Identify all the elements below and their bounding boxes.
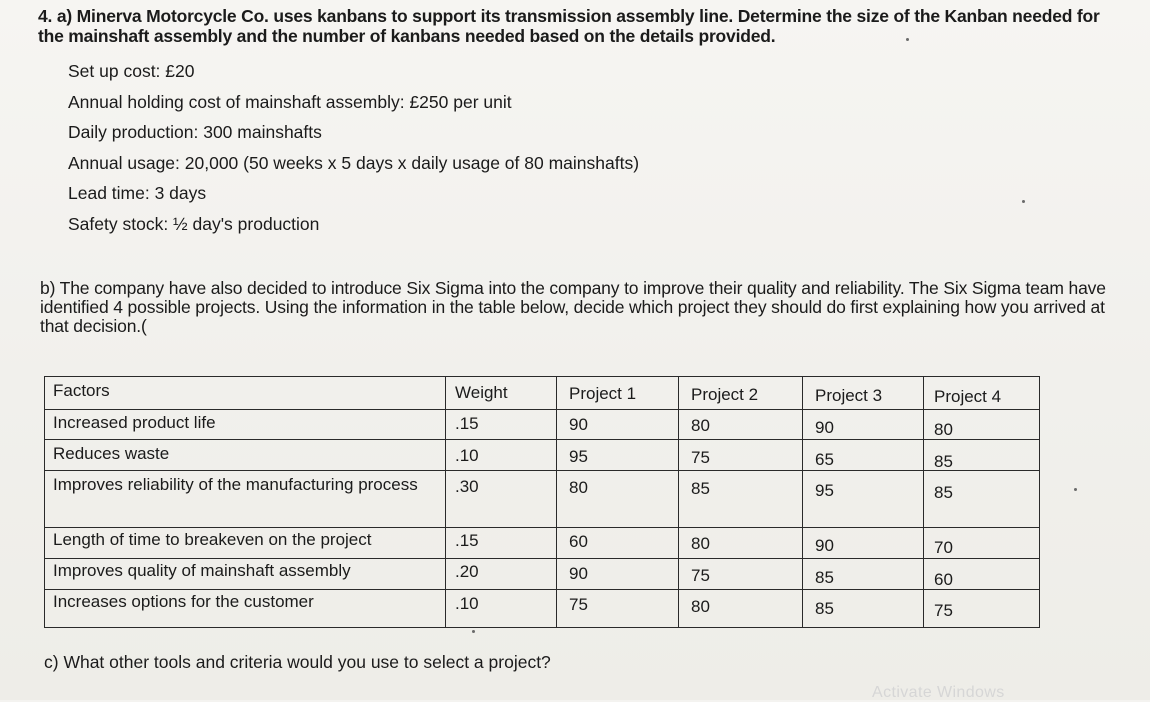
table-cell-project-1: 90: [569, 415, 588, 434]
table-header-project-1: Project 1: [569, 384, 637, 403]
table-cell-project-4: 70: [934, 538, 953, 557]
table-cell-weight: .30: [455, 477, 479, 496]
table-header-project-2: Project 2: [691, 385, 759, 404]
detail-daily-production: Daily production: 300 mainshafts: [68, 122, 322, 142]
table-cell-project-3: 65: [815, 450, 834, 469]
table-cell-project-2: 80: [691, 534, 710, 553]
table-cell-project-3: 85: [815, 599, 834, 618]
table-row-divider: [45, 589, 1039, 590]
scan-speck: [1022, 200, 1025, 203]
table-row-divider: [45, 558, 1039, 559]
question-c-text: c) What other tools and criteria would you use to select a project?: [44, 652, 551, 672]
table-cell-project-2: 80: [691, 597, 710, 616]
kanban-details-list: [68, 60, 639, 243]
table-cell-factor: Improves reliability of the manufacturing process: [53, 475, 418, 494]
table-row-divider: [45, 409, 1039, 410]
table-cell-factor: Length of time to breakeven on the project: [53, 530, 372, 549]
question-b-text: b) The company have also decided to introduce Six Sigma into the company to improve their quality and reliability. The Six Sigma team have identified 4 possible projects. Using the information in the table below, decide which project they should do first explaining how you arrived at that decision.(: [40, 278, 1106, 336]
detail-holding-cost: Annual holding cost of mainshaft assembly: £250 per unit: [68, 91, 512, 112]
table-cell-project-3: 90: [815, 418, 834, 437]
six-sigma-table: [44, 376, 1040, 628]
detail-safety-stock: Safety stock: ½ day's production: [68, 213, 320, 234]
table-header-factors: Factors: [53, 381, 110, 400]
table-cell-project-4: 75: [934, 601, 953, 620]
table-header-weight: Weight: [455, 383, 508, 402]
table-cell-project-2: 75: [691, 566, 710, 585]
table-row-divider: [45, 527, 1039, 528]
table-cell-project-3: 85: [815, 568, 834, 587]
table-cell-project-1: 90: [569, 564, 588, 583]
table-cell-project-2: 85: [691, 479, 710, 498]
table-cell-project-1: 60: [569, 532, 588, 551]
table-cell-project-3: 95: [815, 481, 834, 500]
table-cell-factor: Improves quality of mainshaft assembly: [53, 561, 351, 580]
table-cell-weight: .20: [455, 562, 479, 581]
table-cell-weight: .15: [455, 414, 479, 433]
question-a-heading: 4. a) Minerva Motorcycle Co. uses kanbans to support its transmission assembly line. Determine the size of the Kanban needed for the mainshaft assembly and the number of kanbans needed based on the details provided.: [38, 6, 1100, 46]
scan-speck: [1074, 488, 1077, 491]
scan-speck: [472, 630, 475, 633]
table-row-divider: [45, 439, 1039, 440]
table-cell-weight: .15: [455, 531, 479, 550]
table-row-divider: [45, 470, 1039, 471]
table-cell-project-3: 90: [815, 536, 834, 555]
table-cell-project-1: 80: [569, 478, 588, 497]
table-cell-project-4: 60: [934, 570, 953, 589]
table-cell-factor: Increased product life: [53, 413, 216, 432]
detail-lead-time: Lead time: 3 days: [68, 183, 207, 203]
table-header-project-3: Project 3: [815, 386, 883, 405]
activate-windows-watermark: Activate Windows: [872, 684, 1005, 701]
table-cell-factor: Increases options for the customer: [53, 592, 314, 611]
scan-speck: [906, 38, 909, 41]
table-cell-factor: Reduces waste: [53, 444, 170, 463]
table-cell-weight: .10: [455, 594, 479, 613]
table-cell-project-2: 75: [691, 448, 710, 467]
table-cell-project-1: 95: [569, 447, 588, 466]
table-cell-project-4: 85: [934, 483, 953, 502]
detail-annual-usage: Annual usage: 20,000 (50 weeks x 5 days x daily usage of 80 mainshafts): [68, 152, 640, 173]
table-cell-project-2: 80: [691, 416, 710, 435]
detail-setup-cost: Set up cost: £20: [68, 61, 195, 81]
table-header-project-4: Project 4: [934, 387, 1002, 406]
table-cell-project-4: 80: [934, 420, 953, 439]
table-cell-weight: .10: [455, 446, 479, 465]
table-cell-project-4: 85: [934, 452, 953, 471]
table-cell-project-1: 75: [569, 595, 588, 614]
